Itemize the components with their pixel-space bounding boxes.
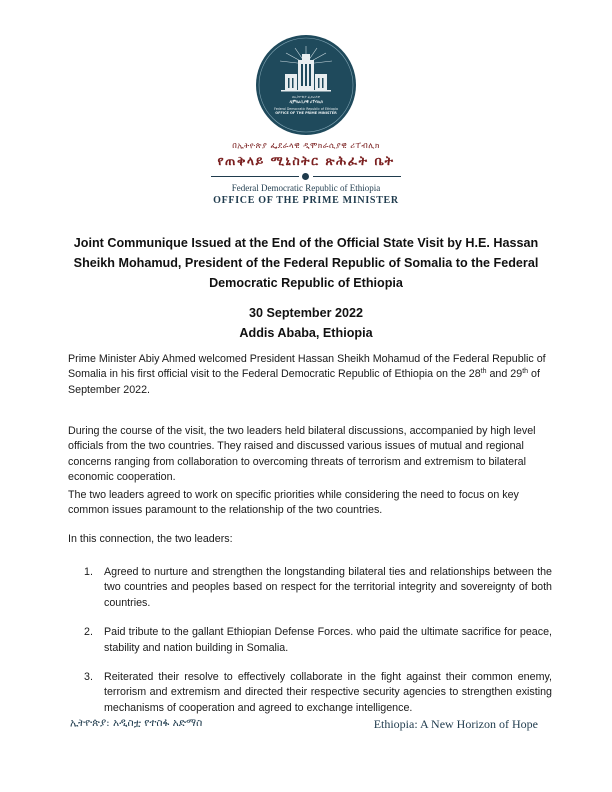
paragraph-text: of September 2022. [68,368,540,396]
list-item-number: 1. [84,566,93,578]
footer-slogan-english: Ethiopia: A New Horizon of Hope [373,717,538,731]
ordinal-suffix: th [522,368,529,376]
seal-text-line: በኢትዮጵያ ፌደራላዊ [292,95,320,99]
letterhead-english-country: Federal Democratic Republic of Ethiopia [231,183,381,193]
agreements-list [68,565,552,730]
seal-text-line: OFFICE OF THE PRIME MINISTER [275,111,337,115]
list-item [68,565,552,611]
paragraph-text: and 29 [486,368,523,381]
paragraph-priorities: The two leaders agreed to work on specific priorities while considering the need to focus on key common issues paramount to the relationship of the two countries. [68,489,519,517]
list-item-text: Agreed to nurture and strengthen the longstanding bilateral ties and relationships between the two countries and peoples based on respect for the territorial integrity and sovereignty of both countries. [104,566,552,609]
list-item-number: 3. [84,671,93,684]
title-line: Joint Communique Issued at the End of the Official State Visit by H.E. Hassan [73,236,539,250]
list-item [68,670,552,716]
document-title [70,233,542,293]
title-line: Democratic Republic of Ethiopia [209,276,403,290]
letterhead-divider [211,172,401,182]
list-item [68,625,552,656]
dateline [70,303,542,343]
ordinal-suffix: th [480,368,487,376]
list-item-text: Paid tribute to the gallant Ethiopian Defense Forces. who paid the ultimate sacrifice for peace, stability and nation building in Somalia. [104,626,552,654]
paragraph-text: Prime Minister Abiy Ahmed welcomed President Hassan Sheikh Mohamud of the Federal Republic of Somalia in his first official visit to the Federal Democratic Republic of Ethiopia on the 28 [68,353,546,381]
paragraph-intro-list: In this connection, the two leaders: [68,533,233,545]
divider-dot-icon [302,173,309,180]
letterhead [156,140,456,207]
letterhead-amharic-country: በኢትዮጵያ ፌደራላዊ ዲሞክራሲያዊ ሪፐብሊክ [232,141,380,150]
seal-text-line: ዲሞክራሲያዊ ሪፐብሊክ [289,99,323,104]
document-place: Addis Ababa, Ethiopia [239,326,373,340]
paragraph-discussions: During the course of the visit, the two leaders held bilateral discussions, accompanied by high level officials from the two countries. They raised and discussed various issues of mutual and regional concerns ranging from collaboration to overcoming threats of terrorism and extremism to bilateral economic cooperation. [68,425,536,484]
seal-text-line: Federal Democratic Republic of Ethiopia [274,107,338,111]
letterhead-english-office: OFFICE OF THE PRIME MINISTER [213,195,399,206]
paragraph-welcome [68,352,552,398]
document-date: 30 September 2022 [248,306,364,320]
letterhead-amharic-office: የጠቅላይ ሚኒስትር ጽሕፈት ቤት [217,153,395,168]
title-line: Sheikh Mohamud, President of the Federal Republic of Somalia to the Federal [73,256,539,270]
prime-minister-seal-icon [255,34,357,136]
list-item-text: Reiterated their resolve to effectively collaborate in the fight against their common enemy, terrorism and extremism and directed their respective security agencies to strengthen existing mechanisms of cooperation and agreed to exchange intelligence. [104,671,552,714]
list-item-number: 2. [84,626,93,639]
footer-slogan-amharic: ኢትዮጵያ: አዲስቷ የተስፋ አድማስ [70,717,203,729]
